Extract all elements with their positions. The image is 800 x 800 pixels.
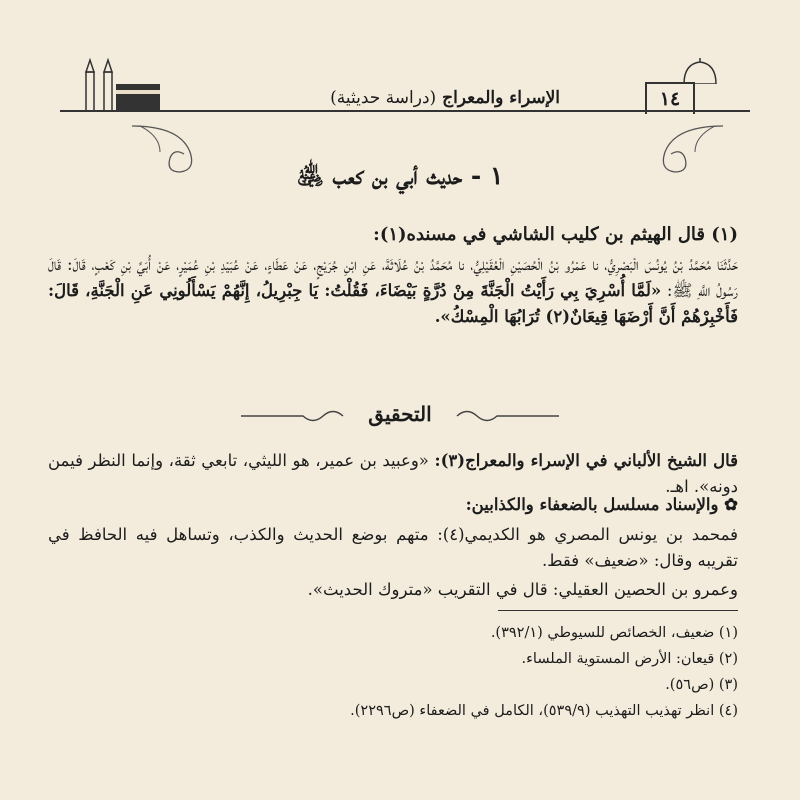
footnote-rule — [498, 610, 738, 611]
isnad-text: حَدَّثَنَا مُحَمَّدُ بْنُ يُونُسَ الْبَصْرِيُّ، نا عَمْرُو بْنُ الْحُصَيْنِ الْعُقَيْلِيُّ، نا مُحَمَّدُ بْنُ عُلَاثَةَ، عَنِ ابْنِ جُرَيْجٍ، عَنْ عَطَاءٍ، عَنْ عُبَيْدِ بْنِ عُمَيْرٍ، عَنْ أُبَيِّ بْنِ كَعْبٍ، قَالَ: قَالَ رَسُولُ اللَّهِ ﷺ: — [48, 255, 738, 300]
chapter-title: ١ - حديث أبي بن كعب ﵁ — [296, 161, 504, 190]
page-number: ١٤ — [645, 82, 695, 114]
narrator-note-2: وعمرو بن الحصين العقيلي: قال في التقريب «متروك الحديث». — [307, 580, 738, 599]
running-title-sub: (دراسة حديثية) — [330, 88, 437, 108]
footnote-item: (٤) انظر تهذيب التهذيب (٥٣٩/٩)، الكامل في الضعفاء (ص٢٢٩٦). — [350, 703, 738, 719]
scroll-ornament-icon — [453, 407, 563, 425]
footnote-item: (٣) (ص٥٦). — [665, 677, 738, 693]
hadith-text: «لَمَّا أُسْرِيَ بِي رَأَيْتُ الْجَنَّةَ مِنْ دُرَّةٍ بَيْضَاءَ، فَقُلْتُ: يَا جِبْرِيلُ، إِنَّهُمْ يَسْأَلُونِي عَنِ الْجَنَّةِ، قَالَ: فَأَخْبِرْهُمْ أَنَّ أَرْضَهَا قِيعَانٌ(٢) تُرَابُهَا الْمِسْكُ». — [48, 281, 738, 326]
isnad-paragraph — [48, 252, 738, 330]
page-header — [60, 58, 750, 118]
albani-quote-lead: قال الشيخ الألباني في الإسراء والمعراج(٣): — [434, 451, 738, 470]
kaaba-minarets-icon — [80, 58, 170, 112]
footnotes — [48, 620, 738, 724]
albani-quote-text: «وعبيد بن عمير، هو الليثي، تابعي ثقة، وإنما النظر فيمن دونه». اهـ. — [48, 451, 738, 496]
running-title-main: الإسراء والمعراج — [442, 88, 560, 108]
tahqiq-heading — [0, 402, 800, 426]
narrator-note-1: فمحمد بن يونس المصري هو الكديمي(٤): متهم بوضع الحديث والكذب، وتساهل فيه الحافظ في تقريبه وقال: «ضعيف» فقط. — [48, 525, 738, 570]
tahqiq-title: التحقيق — [368, 402, 432, 426]
isnad-judgement — [48, 492, 738, 518]
header-rule — [60, 110, 750, 112]
section-heading: (١) قال الهيثم بن كليب الشاشي في مسنده(١): — [373, 224, 738, 245]
star-flower-icon: ✿ — [718, 495, 738, 514]
scroll-ornament-icon — [237, 407, 347, 425]
dome-icon — [680, 58, 720, 84]
footnote-item: (٢) قيعان: الأرض المستوية الملساء. — [521, 651, 738, 667]
footnote-item: (١) ضعيف، الخصائص للسيوطي (٣٩٢/١). — [490, 625, 738, 641]
running-title — [330, 88, 560, 108]
isnad-judgement-text: والإسناد مسلسل بالضعفاء والكذابين: — [465, 495, 719, 514]
